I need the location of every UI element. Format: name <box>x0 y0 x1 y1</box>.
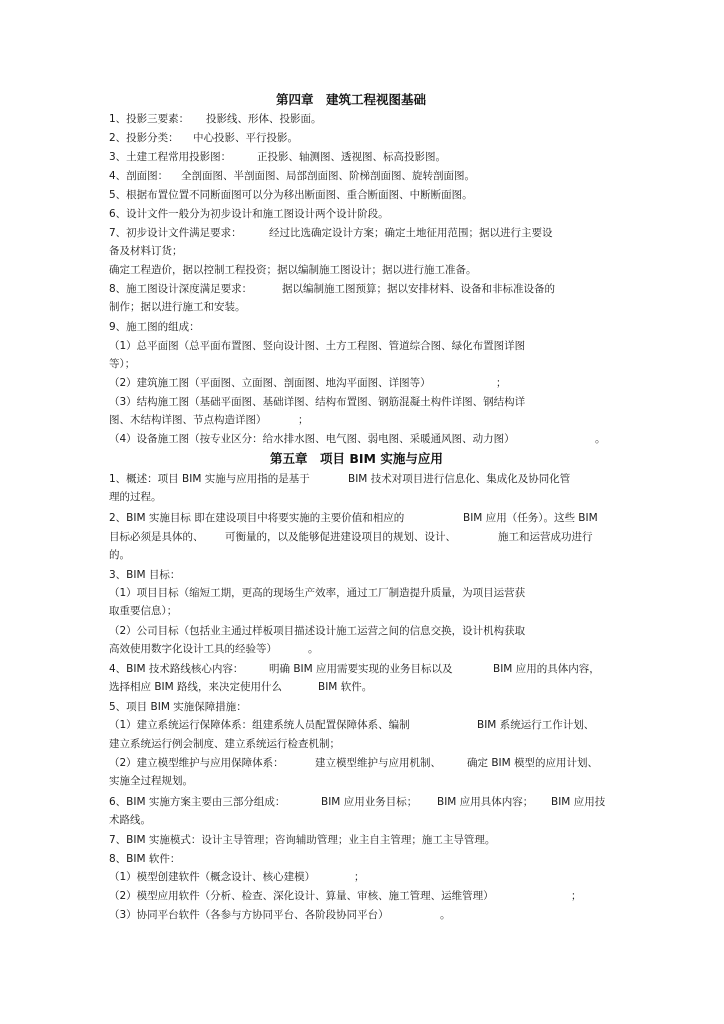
c4-item9-3: （3）结构施工图（基础平面图、基础详图、结构布置图、钢筋混凝土构件详图、钢结构详 <box>109 396 526 408</box>
c4-item9-2 <box>109 376 507 391</box>
c4-item9-3-cont <box>109 413 309 428</box>
c4-item9-1-cont: 等）； <box>109 358 136 370</box>
c5-item2-cont <box>109 530 593 545</box>
c4-item9-2-end: ； <box>496 377 507 389</box>
c5-item5-1 <box>109 718 595 733</box>
c4-item3-text: 正投影、轴测图、透视图、标高投影图。 <box>257 151 446 163</box>
c4-item4-label: 4、剖面图： <box>109 170 169 182</box>
c5-item3: 3、BIM 目标： <box>109 569 181 581</box>
c4-item9-2-text: （2）建筑施工图（平面图、立面图、剖面图、地沟平面图、详图等） <box>109 377 431 389</box>
c5-item5-2-text-c: 确定 BIM 模型的应用计划、 <box>467 757 599 769</box>
c4-item3-label: 3、土建工程常用投影图： <box>109 151 232 163</box>
c4-item7-text: 经过比选确定设计方案；确定土地征用范围；据以进行主要设 <box>269 227 553 239</box>
c4-item3 <box>109 150 446 165</box>
c5-item8-1-end: ； <box>354 871 365 883</box>
c5-item8-2-text: （2）模型应用软件（分析、检查、深化设计、算量、审核、施工管理、运维管理） <box>109 890 494 902</box>
c5-item2-text-d: 可衡量的，以及能够促进建设项目的规划、设计、 <box>225 531 456 543</box>
c5-item5-2 <box>109 756 599 771</box>
c5-item6-cont: 术路线。 <box>109 814 151 826</box>
c5-item3-2-cont <box>109 642 319 657</box>
c4-item8-label: 8、施工图设计深度满足要求： <box>109 283 253 295</box>
c5-item3-1-cont: 取重要信息）； <box>109 605 178 617</box>
c4-item7 <box>109 226 553 241</box>
c4-item1 <box>109 112 322 127</box>
c4-item9-4-text: （4）设备施工图（按专业区分：给水排水图、电气图、弱电图、采暖通风图、动力图） <box>109 433 515 445</box>
c4-item8 <box>109 282 555 297</box>
c5-item6-text-d: BIM 应用技 <box>551 796 606 808</box>
c5-item4-cont <box>109 680 373 695</box>
c5-item2-text-a: 2、BIM 实施目标 即在建设项目中将要实施的主要价值和相应的 <box>109 512 405 524</box>
c5-item5: 5、项目 BIM 实施保障措施： <box>109 701 247 713</box>
c4-item9-3-end: ； <box>298 414 309 426</box>
c4-item5: 5、根据布置位置不同断面图可以分为移出断面图、重合断面图、中断断面图。 <box>109 189 473 201</box>
c4-item7-label: 7、初步设计文件满足要求： <box>109 227 242 239</box>
c5-item2-cont2: 的。 <box>109 549 130 561</box>
c5-item4-text-e: BIM 软件。 <box>318 681 373 693</box>
c4-item4 <box>109 169 475 184</box>
c5-item4-text-b: 明确 BIM 应用需要实现的业务目标以及 <box>269 663 453 675</box>
c5-item8-3-text: （3）协同平台软件（各参与方协同平台、各阶段协同平台） <box>109 909 389 921</box>
c5-item3-2-text: 高效使用数字化设计工具的经验等） <box>109 643 277 655</box>
c5-item5-1-text-b: BIM 系统运行工作计划、 <box>477 719 595 731</box>
c5-item8-3-end: 。 <box>440 909 451 921</box>
c5-item6-text-c: BIM 应用具体内容； <box>437 796 534 808</box>
c5-item7: 7、BIM 实施模式：设计主导管理；咨询辅助管理；业主自主管理；施工主导管理。 <box>109 834 496 846</box>
c5-item5-2-text-b: 建立模型维护与应用机制、 <box>315 757 441 769</box>
c4-item9-4-end: 。 <box>595 433 606 445</box>
c5-item6 <box>109 795 606 810</box>
c5-item8: 8、BIM 软件： <box>109 853 181 865</box>
c4-item9-1: （1）总平面图（总平面布置图、竖向设计图、土方工程图、管道综合图、绿化布置图详图 <box>109 340 526 352</box>
c5-item1-cont: 理的过程。 <box>109 491 162 503</box>
c4-item7-cont1: 备及材料订货； <box>109 245 183 257</box>
c5-item3-2-end: 。 <box>308 643 319 655</box>
c4-item8-cont: 制作；据以进行施工和安装。 <box>109 301 246 313</box>
c5-item8-1-text: （1）模型创建软件（概念设计、核心建模） <box>109 871 316 883</box>
c4-item4-text: 全剖面图、半剖面图、局部剖面图、阶梯剖面图、旋转剖面图。 <box>181 170 475 182</box>
c5-item1-text-a: 1、概述：项目 BIM 实施与应用指的是基于 <box>109 473 310 485</box>
c5-item4 <box>109 662 600 677</box>
c5-item6-text-b: BIM 应用业务目标； <box>321 796 418 808</box>
c5-item1 <box>109 472 571 487</box>
c5-item4-text-c: BIM 应用的具体内容， <box>493 663 600 675</box>
chapter5-title: 第五章 项目 BIM 实施与应用 <box>270 451 443 466</box>
c5-item2-text-b: BIM 应用（任务）。这些 BIM <box>463 512 598 524</box>
c5-item2-text-e: 施工和运营成功进行 <box>498 531 593 543</box>
c4-item1-text: 投影线、形体、投影面。 <box>206 113 322 125</box>
c5-item3-1: （1）项目目标（缩短工期，更高的现场生产效率，通过工厂制造提升质量，为项目运营获 <box>109 587 526 599</box>
c5-item5-1-cont: 建立系统运行例会制度、建立系统运行检查机制； <box>109 738 340 750</box>
c5-item8-2-end: ； <box>571 890 582 902</box>
c5-item8-1 <box>109 870 365 885</box>
c4-item2-label: 2、投影分类： <box>109 132 179 144</box>
c5-item5-2-text: （2）建立模型维护与应用保障体系： <box>109 757 284 769</box>
c5-item2-text-c: 目标必须是具体的、 <box>109 531 204 543</box>
c4-item9: 9、施工图的组成： <box>109 321 200 333</box>
c4-item6: 6、设计文件一般分为初步设计和施工图设计两个设计阶段。 <box>109 208 389 220</box>
c4-item8-text: 据以编制施工图预算；据以安排材料、设备和非标准设备的 <box>282 283 555 295</box>
c5-item1-text-b: BIM 技术对项目进行信息化、集成化及协同化管 <box>348 473 571 485</box>
c5-item5-2-cont: 实施全过程规划。 <box>109 775 193 787</box>
c4-item1-label: 1、投影三要素： <box>109 113 190 125</box>
chapter4-title: 第四章 建筑工程视图基础 <box>276 92 427 107</box>
c5-item3-2: （2）公司目标（包括业主通过样板项目描述设计施工运营之间的信息交换，设计机构获取 <box>109 625 526 637</box>
c4-item7-cont2: 确定工程造价，据以控制工程投资；据以编制施工图设计；据以进行施工准备。 <box>109 264 477 276</box>
c4-item2 <box>109 131 298 146</box>
c5-item8-3 <box>109 908 451 923</box>
c4-item9-4 <box>109 432 606 447</box>
c5-item4-text-d: 选择相应 BIM 路线，来决定使用什么 <box>109 681 283 693</box>
c5-item2 <box>109 511 598 526</box>
c5-item5-1-text: （1）建立系统运行保障体系：组建系统人员配置保障体系、编制 <box>109 719 410 731</box>
c4-item9-3-text: 图、木结构详图、节点构造详图） <box>109 414 267 426</box>
c5-item4-label: 4、BIM 技术路线核心内容： <box>109 663 244 675</box>
c5-item6-label: 6、BIM 实施方案主要由三部分组成： <box>109 796 286 808</box>
c5-item8-2 <box>109 889 582 904</box>
c4-item2-text: 中心投影、平行投影。 <box>193 132 298 144</box>
